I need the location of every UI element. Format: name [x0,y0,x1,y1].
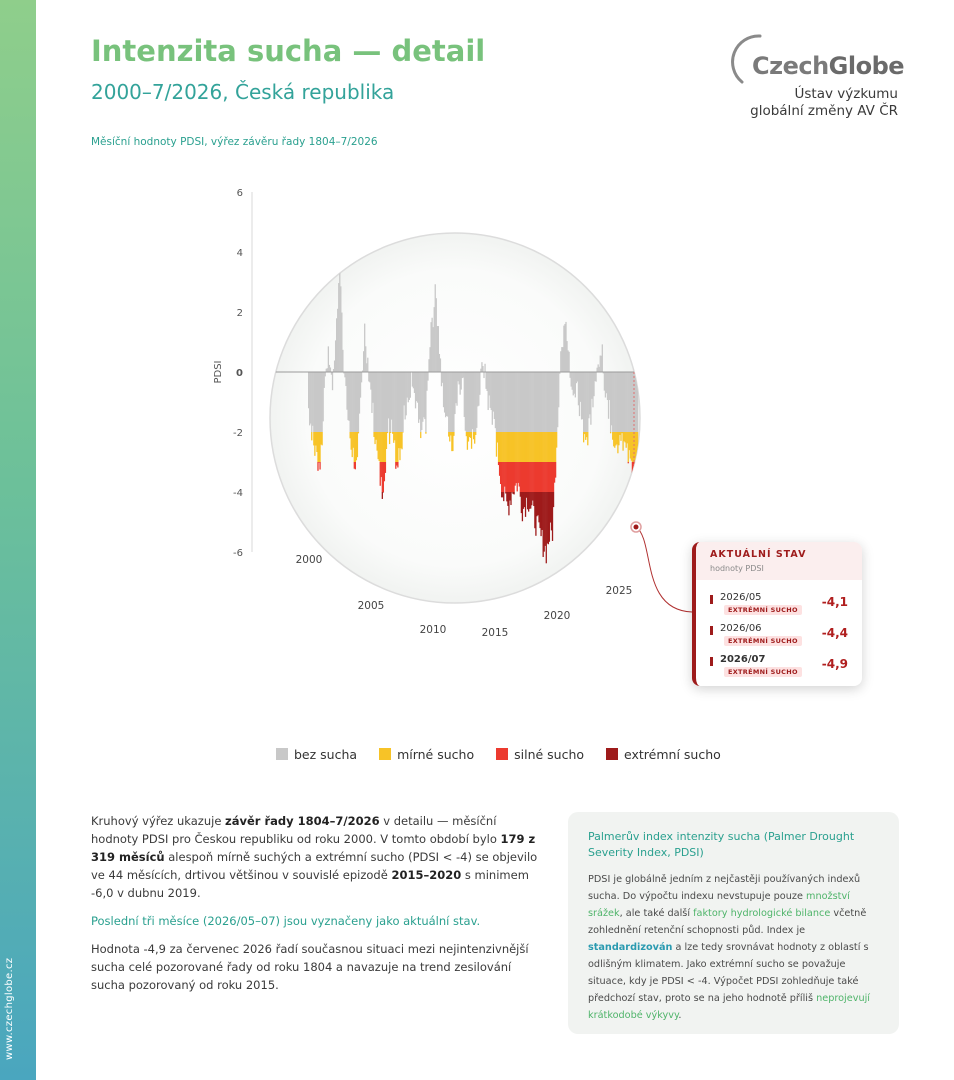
legend-swatch [276,748,288,760]
bar-segment [587,432,588,445]
legend-label: extrémní sucho [624,746,721,762]
bar-segment [425,432,426,434]
y-tick-label: -4 [233,488,243,499]
current-status-callout [692,542,862,686]
body-paragraph-3: Hodnota -4,9 za červenec 2026 řadí současnou situaci mezi nejintenzivnější sucha celé pozorované řady od roku 1804 a navazuje na trend zesilování sucha pozorovaný od roku 2015. [91,942,529,992]
text-run: Kruhový výřez ukazuje [91,814,226,828]
legend-label: mírné sucho [397,746,475,762]
bar-segment [321,432,322,445]
bar-segment [420,432,421,438]
bar-segment [342,350,343,372]
bar-segment [311,432,312,440]
bar-segment [553,492,554,507]
bar-segment [475,432,476,435]
bar-segment [387,432,388,433]
bar-segment [397,462,398,467]
x-tick-label: 2010 [419,624,447,636]
text-strong: 2015–2020 [391,868,462,882]
highlight-term: neprojevují krátkodobé výkyvy [588,993,870,1021]
chart-note: Měsíční hodnoty PDSI, výřez závěru řady 1804–7/2026 [91,136,378,148]
bar-segment [637,492,638,519]
bar-segment [636,492,637,504]
bar-segment [386,432,387,449]
row-value: -4,1 [821,595,848,609]
bar-segment [330,367,331,372]
logo-sub-line1: Ústav výzkumu [794,86,898,102]
legend-label: bez sucha [294,746,358,762]
info-title: Palmerův index intenzity sucha (Palmer Drought Severity Index, PDSI) [588,830,855,859]
row-value: -4,9 [821,657,848,671]
bar-segment [385,462,386,473]
row-badge: EXTRÉMNÍ SUCHO [724,605,802,615]
y-tick-label: -6 [233,548,243,559]
row-badge: EXTRÉMNÍ SUCHO [724,636,802,646]
callout-row [696,589,862,620]
bar-segment [319,462,320,470]
bar-segment [510,492,511,505]
highlight-term: standardizován [588,942,673,953]
bar-segment [389,432,390,444]
legend-label: silné sucho [514,746,585,762]
text-strong: 179 z 319 měsíců [91,832,536,864]
legend-swatch [496,748,508,760]
pdsi-info-box [568,812,899,1034]
legend-swatch [606,748,618,760]
bar-segment [357,432,358,457]
text-run: PDSI je globálně jedním z nejčastěji používaných indexů sucha. Do výpočtu indexu nevstupuje pouze [588,874,861,902]
bar-segment [503,492,504,501]
x-tick-label: 2000 [295,554,323,566]
bar-segment [628,462,629,463]
x-tick-label: 2025 [605,585,633,597]
bar-segment [568,352,569,372]
bar-segment [325,372,326,376]
row-marker [710,626,713,635]
text-run: a lze tedy srovnávat hodnoty z oblastí s odlišným klimatem. Jako extrémní sucho se považuje situace, kdy je PDSI < -4. Výpočet PDSI zohledňuje také předchozí stav, proto se na jeho hodnotě příliš [588,942,869,1004]
row-value: -4,4 [821,626,848,640]
bar-segment [410,372,411,398]
bar-segment [637,372,638,432]
legend-item-extremni-sucho [606,744,721,764]
text-run: alespoň mírně suchých a extrémní sucho (PDSI < -4) se objevilo ve 44 měsících, drtivou většinou v souvislé epizodě [91,850,538,882]
callout-header [696,542,862,580]
legend-item-mirne-sucho [379,744,474,764]
y-tick-label: 2 [236,308,243,319]
y-tick-group [233,188,243,559]
bar-segment [358,432,359,433]
row-period: 2026/05 [720,592,762,603]
bar-segment [483,372,484,378]
x-tick-label: 2005 [357,600,385,612]
x-tick-label: 2020 [543,610,571,622]
y-tick-label: 6 [236,188,243,199]
bar-segment [390,432,391,433]
x-tick-label: 2015 [481,627,509,639]
bar-segment [401,432,402,449]
row-marker [710,657,713,666]
text-run: v detailu — měsíční hodnoty PDSI pro Českou republiku od roku 2000. V tomto období bylo [91,814,501,846]
info-text [588,871,879,1024]
bar-segment [556,432,557,448]
y-tick-label: 4 [236,248,243,259]
chart-legend [276,744,721,764]
website-url[interactable]: www.czechglobe.cz [4,957,15,1060]
callout-row [696,651,862,682]
text-run: . [678,1010,682,1021]
text-strong: závěr řady 1804–7/2026 [225,814,380,828]
bar-segment [558,372,559,407]
bar-segment [317,462,318,471]
bar-segment [637,462,638,492]
bar-segment [602,344,603,372]
bar-segment [382,492,383,499]
row-period: 2026/07 [720,654,766,665]
bar-segment [484,364,485,372]
bar-segment [635,492,636,495]
page-title: Intenzita sucha — detail [91,34,486,68]
body-paragraph-2: Poslední tři měsíce (2026/05–07) jsou vyznačeny jako aktuální stav. [91,914,481,928]
logo-czech: Czech [752,52,829,80]
logo-globe: Globe [828,52,905,80]
current-value-dot [634,525,639,530]
text-run: s minimem -6,0 v dubnu 2019. [91,868,529,900]
bar-segment [482,366,483,372]
bar-segment [471,432,472,449]
bar-segment [361,372,362,382]
legend-item-bez-sucha [276,744,357,764]
y-axis-label: PDSI [213,360,224,384]
bar-segment [555,462,556,478]
body-text [91,812,545,1004]
text-run: včetně zohlednění retenční schopnosti půd. Index je [588,908,867,936]
bar-segment [332,372,333,390]
callout-row [696,620,862,651]
callout-title: AKTUÁLNÍ STAV [710,549,807,560]
bar-segment [427,372,428,381]
legend-swatch [379,748,391,760]
y-tick-label: -2 [233,428,243,439]
bar-segment [595,372,596,382]
row-badge: EXTRÉMNÍ SUCHO [724,667,802,677]
bar-segment [367,358,368,372]
row-period: 2026/06 [720,623,762,634]
row-marker [710,595,713,604]
bar-segment [635,462,636,492]
bar-segment [610,432,611,433]
bar-segment [355,462,356,469]
highlight-term: faktory hydrologické bilance [693,908,831,919]
text-run: , ale také další [619,908,694,919]
callout-connector [636,527,692,612]
legend-item-silne-sucho [496,744,584,764]
bar-segment [479,372,480,395]
logo-sub-line2: globální změny AV ČR [750,103,898,119]
bar-segment [620,432,621,441]
bar-segment [453,432,454,436]
y-tick-label: 0 [236,368,243,379]
body-paragraph-1 [91,812,545,902]
bar-segment [513,492,514,494]
bar-segment [636,462,637,492]
highlight-term: množství srážek [588,891,850,919]
callout-subtitle: hodnoty PDSI [710,564,764,573]
page-subtitle: 2000–7/2026, Česká republika [91,80,395,104]
bar-segment [440,358,441,372]
